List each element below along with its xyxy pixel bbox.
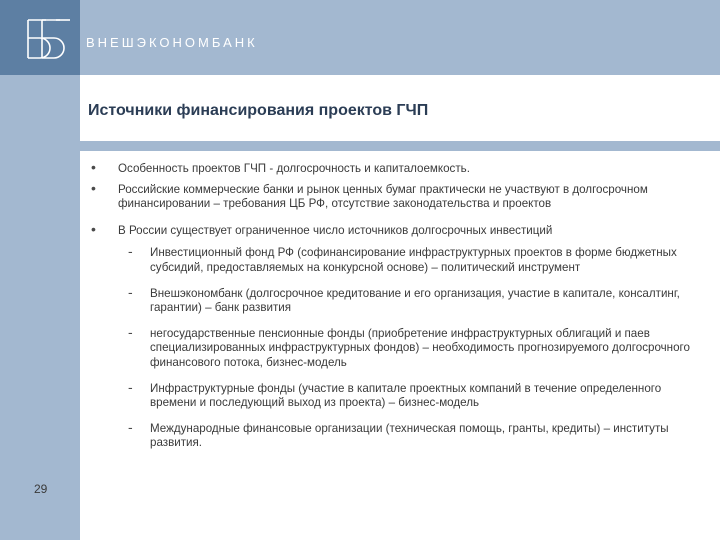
bullet-item [84,159,704,177]
sub-item [84,283,704,316]
bullet-dot-icon: • [91,179,96,196]
sub-list [84,243,704,451]
bullet-text: В России существует ограниченное число источников долгосрочных инвестиций [118,223,553,237]
bullet-dot-icon: • [91,220,96,237]
left-band [0,75,80,540]
sub-item-text: негосударственные пенсионные фонды (приобретение инфраструктурных облигаций и паев специализированных инфраструктурных фондов) – необходимость прогнозируемого долгосрочного финансового потока, бизнес-модель [150,326,690,369]
dash-icon: - [128,378,133,395]
dash-icon: - [128,243,133,260]
dash-icon: - [128,418,133,435]
title-strip [80,141,720,151]
dash-icon: - [128,323,133,340]
sub-item-text: Международные финансовые организации (техническая помощь, гранты, кредиты) – институты развития. [150,421,669,450]
page-number: 29 [34,482,48,496]
sub-item [84,418,704,451]
sub-item-text: Инфраструктурные фонды (участие в капитале проектных компаний в течение определенного времени и последующий выход из проекта) – бизнес-модель [150,381,662,410]
dash-icon: - [128,283,133,300]
bullet-dot-icon: • [91,159,96,175]
brand-name: ВНЕШЭКОНОМБАНК [86,35,258,50]
slide-content [84,159,704,462]
bullet-text: Особенность проектов ГЧП - долгосрочность и капиталоемкость. [118,162,470,175]
bullet-item [84,179,704,212]
bullet-text: Российские коммерческие банки и рынок ценных бумаг практически не участвуют в долгосрочном финансировании – требования ЦБ РФ, отсутствие законодательства и проектов [118,182,648,211]
slide-title: Источники финансирования проектов ГЧП [88,102,429,119]
sub-item-text: Инвестиционный фонд РФ (софинансирование инфраструктурных проектов в форме бюджетных субсидий, предоставляемых на конкурсной основе) – политический инструмент [150,246,677,274]
sub-item [84,243,704,275]
logo-box [0,0,80,75]
vnesheconombank-logo-icon [22,14,72,64]
sub-item-text: Внешэкономбанк (долгосрочное кредитование и его организация, участие в капитале, консалтинг, гарантии) – банк развития [150,286,680,315]
sub-item [84,323,704,371]
sub-item [84,378,704,411]
bullet-item [84,220,704,239]
